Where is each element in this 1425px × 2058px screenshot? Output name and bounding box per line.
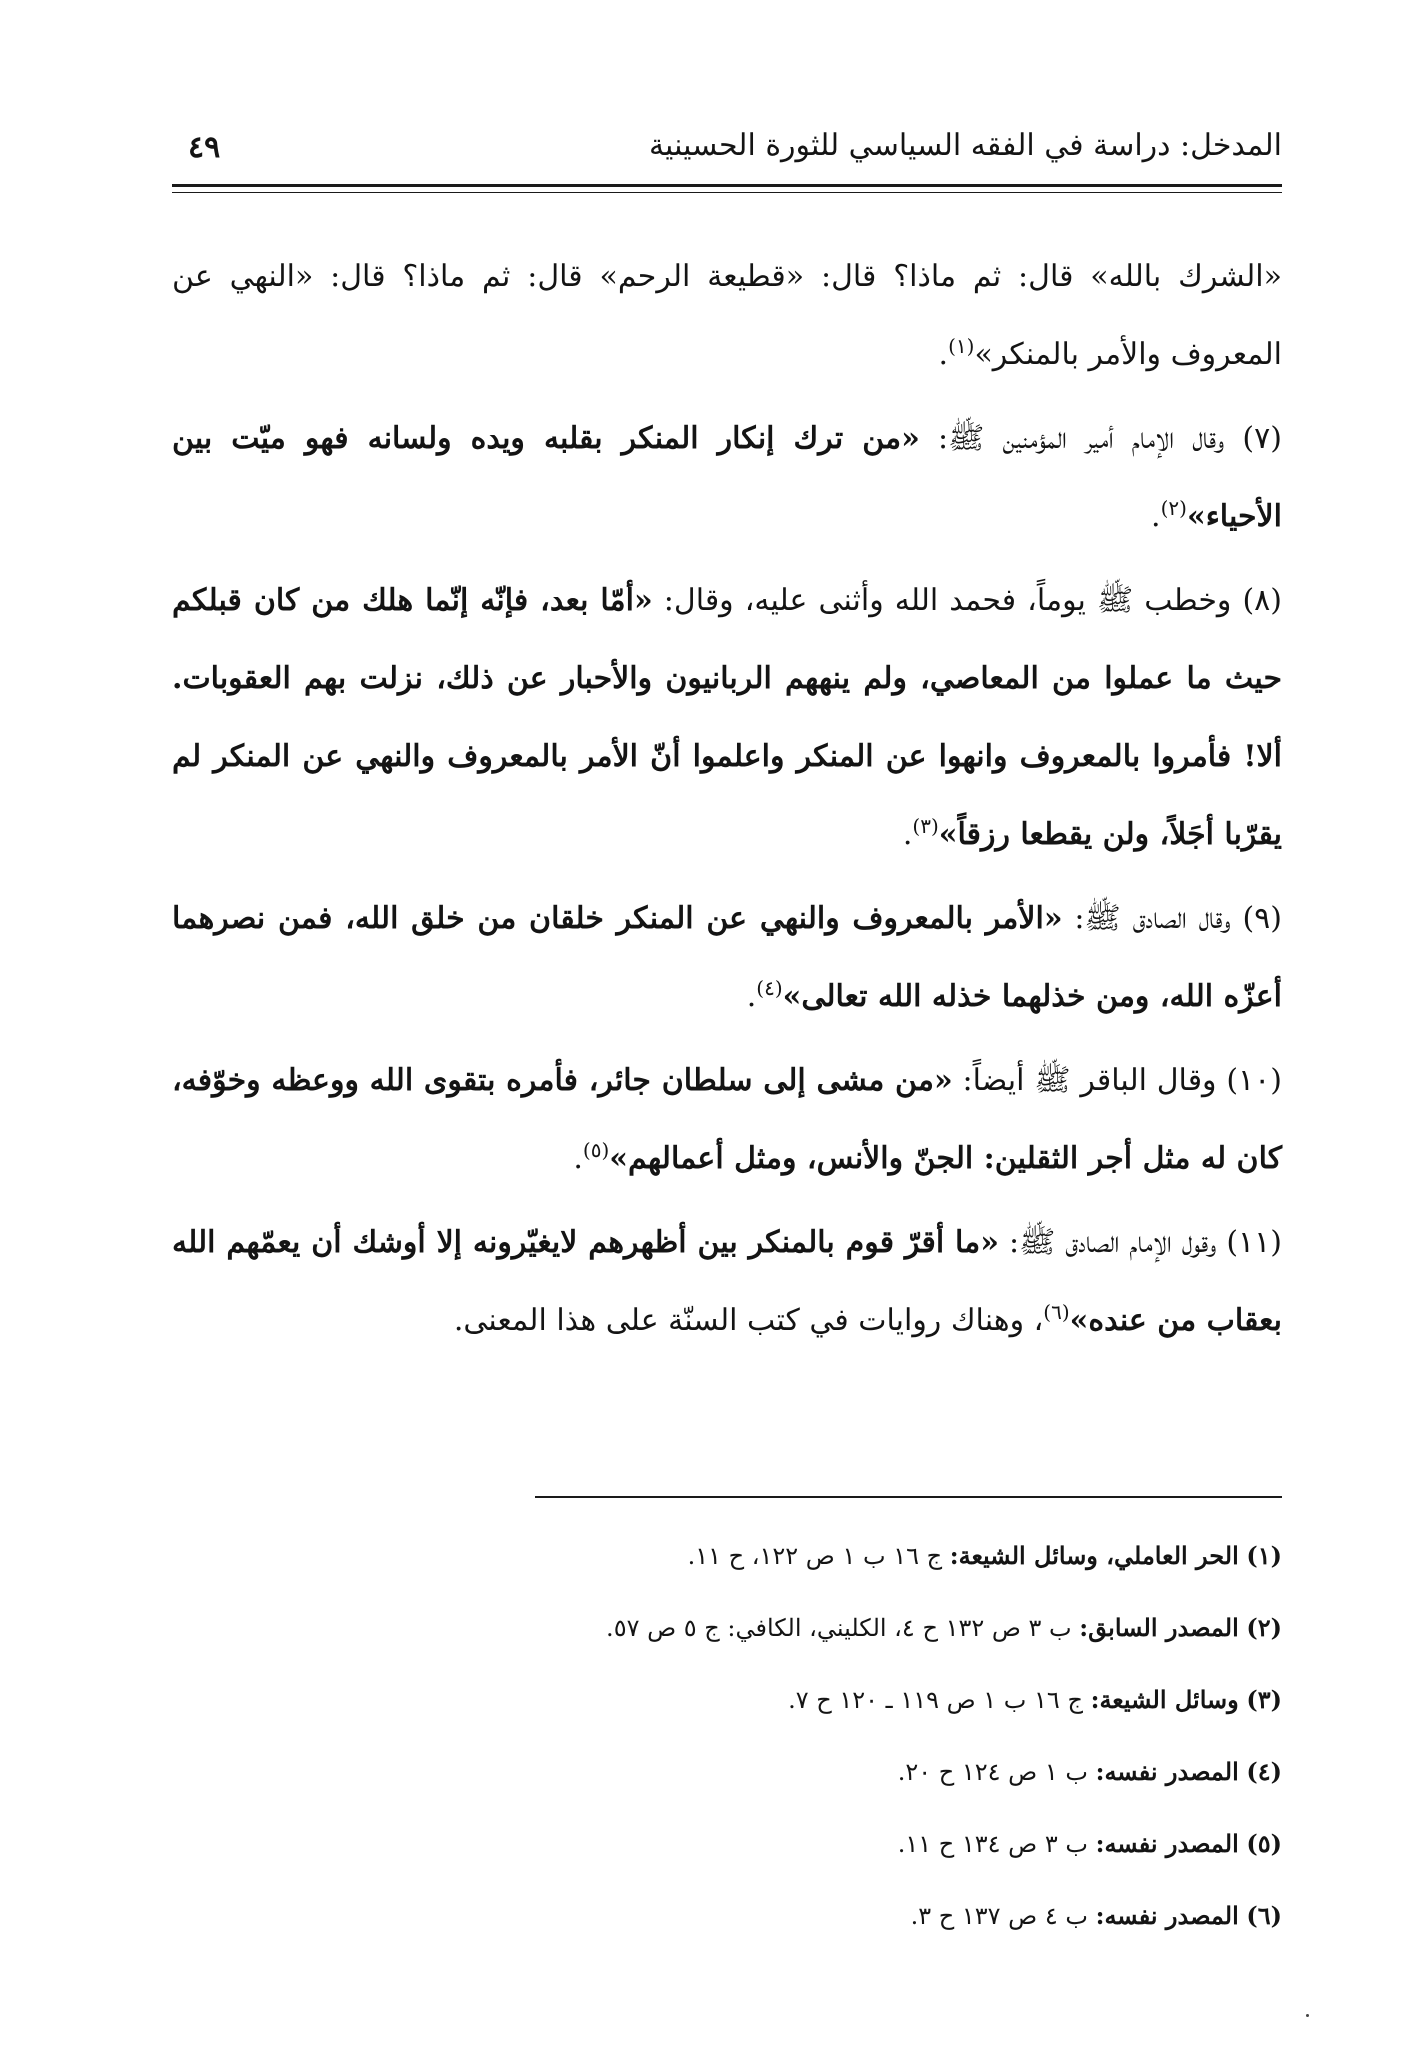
footnote-ref: (٤) <box>756 976 783 1000</box>
paragraph-10 <box>172 1042 1282 1198</box>
footnote-source: المصدر نفسه: <box>1095 1829 1239 1858</box>
footnote-marker: (٥) <box>1246 1829 1282 1858</box>
footnote-4 <box>172 1736 1282 1808</box>
hadith-quote: «أمّا بعد، فإنّه إنّما هلك من كان قبلكم حيث ما عملوا من المعاصي، ولم ينههم الربانيون والأحبار عن ذلك، نزلت بهم العقوبات. ألا! فأمروا بالمعروف وانهوا عن المنكر واعلموا أنّ الأمر بالمعروف والنهي عن المنكر لم يقرّبا أجَلاً، ولن يقطعا رزقاً» <box>172 583 1282 852</box>
footnote-ref-text: ج ١٦ ب ١ ص ١١٩ ـ ١٢٠ ح ٧. <box>788 1686 1083 1714</box>
paragraph-text-end: . <box>1151 499 1161 534</box>
paragraph-text-end: ، وهناك روايات في كتب السنّة على هذا المعنى. <box>453 1303 1044 1338</box>
footnote-source: المصدر السابق: <box>1079 1613 1239 1642</box>
footnote-5 <box>172 1808 1282 1880</box>
paragraph-text-end: . <box>573 1141 583 1176</box>
paragraph-text: (٧) وقال الإمام أمير المؤمنين ﷺ: <box>938 421 1282 456</box>
footnote-ref-text: ب ٣ ص ١٣٤ ح ١١. <box>897 1830 1088 1858</box>
header-rule-thick <box>172 184 1282 187</box>
footnote-3 <box>172 1664 1282 1736</box>
paragraph-text: (١٠) وقال الباقر ﷺ أيضاً: <box>962 1063 1282 1098</box>
footnote-marker: (٦) <box>1246 1901 1282 1930</box>
paragraph-text: (١١) وقول الإمام الصادق ﷺ: <box>1008 1225 1282 1260</box>
footnote-ref-text: ج ١٦ ب ١ ص ١٢٢، ح ١١. <box>687 1542 943 1570</box>
footnote-ref: (١) <box>948 334 975 358</box>
footnote-marker: (٢) <box>1246 1613 1282 1642</box>
footnote-ref: (٣) <box>912 814 939 838</box>
footnote-ref: (٥) <box>582 1138 610 1162</box>
paragraph-8 <box>172 562 1282 874</box>
footnote-ref-text: ب ٤ ص ١٣٧ ح ٣. <box>910 1902 1088 1930</box>
page-number: ٤٩ <box>188 130 221 165</box>
paragraph-text: (٩) وقال الصادق ﷺ: <box>1074 901 1282 936</box>
footnote-2 <box>172 1592 1282 1664</box>
paragraph-9 <box>172 880 1282 1036</box>
paragraph-11 <box>172 1204 1282 1360</box>
paragraph-text-end: . <box>902 817 913 852</box>
footnote-marker: (١) <box>1246 1541 1282 1570</box>
footnote-source: وسائل الشيعة: <box>1090 1685 1239 1714</box>
header-rule-thin <box>172 192 1282 193</box>
footnotes <box>172 1520 1282 1952</box>
footnote-ref: (٢) <box>1160 496 1187 520</box>
footnote-marker: (٤) <box>1246 1757 1282 1786</box>
paragraph-7 <box>172 400 1282 556</box>
hadith-quote: «من مشى إلى سلطان جائر، فأمره بتقوى الله ووعظه وخوّفه، كان له مثل أجر الثقلين: الجنّ والأنس، ومثل أعمالهم» <box>172 1063 1282 1176</box>
footnote-ref-text: ب ٣ ص ١٣٢ ح ٤، الكليني، الكافي: ج ٥ ص ٥٧. <box>606 1614 1072 1642</box>
hadith-quote: «من ترك إنكار المنكر بقلبه ويده ولسانه فهو ميّت بين الأحياء» <box>172 421 1282 534</box>
footnote-1 <box>172 1520 1282 1592</box>
footnote-source: المصدر نفسه: <box>1095 1901 1239 1930</box>
page-header <box>172 118 1282 178</box>
footnote-ref: (٦) <box>1043 1300 1070 1324</box>
footnote-marker: (٣) <box>1246 1685 1282 1714</box>
running-title: المدخل: دراسة في الفقه السياسي للثورة الحسينية <box>648 128 1282 163</box>
paragraph-text-end: . <box>938 337 949 372</box>
paragraph-text: (٨) وخطب ﷺ يوماً، فحمد الله وأثنى عليه، وقال: <box>663 583 1282 618</box>
paragraph-text: «الشرك بالله» قال: ثم ماذا؟ قال: «قطيعة الرحم» قال: ثم ماذا؟ قال: «النهي عن المعروف والأمر بالمنكر» <box>172 259 1282 372</box>
footnote-source: الحر العاملي، وسائل الشيعة: <box>949 1541 1239 1570</box>
hadith-quote: «الأمر بالمعروف والنهي عن المنكر خلقان من خلق الله، فمن نصرهما أعزّه الله، ومن خذلهما خذله الله تعالى» <box>172 901 1282 1014</box>
footnote-6 <box>172 1880 1282 1952</box>
paragraph-text-end: . <box>746 979 757 1014</box>
hadith-quote: «ما أقرّ قوم بالمنكر بين أظهرهم لايغيّرونه إلا أوشك أن يعمّهم الله بعقاب من عنده» <box>172 1225 1282 1338</box>
footnote-separator <box>535 1496 1282 1498</box>
main-text <box>172 238 1282 1366</box>
paragraph-continuation <box>172 238 1282 394</box>
footnote-source: المصدر نفسه: <box>1095 1757 1239 1786</box>
footnote-ref-text: ب ١ ص ١٢٤ ح ٢٠. <box>897 1758 1088 1786</box>
scan-speck <box>1306 2014 1309 2017</box>
